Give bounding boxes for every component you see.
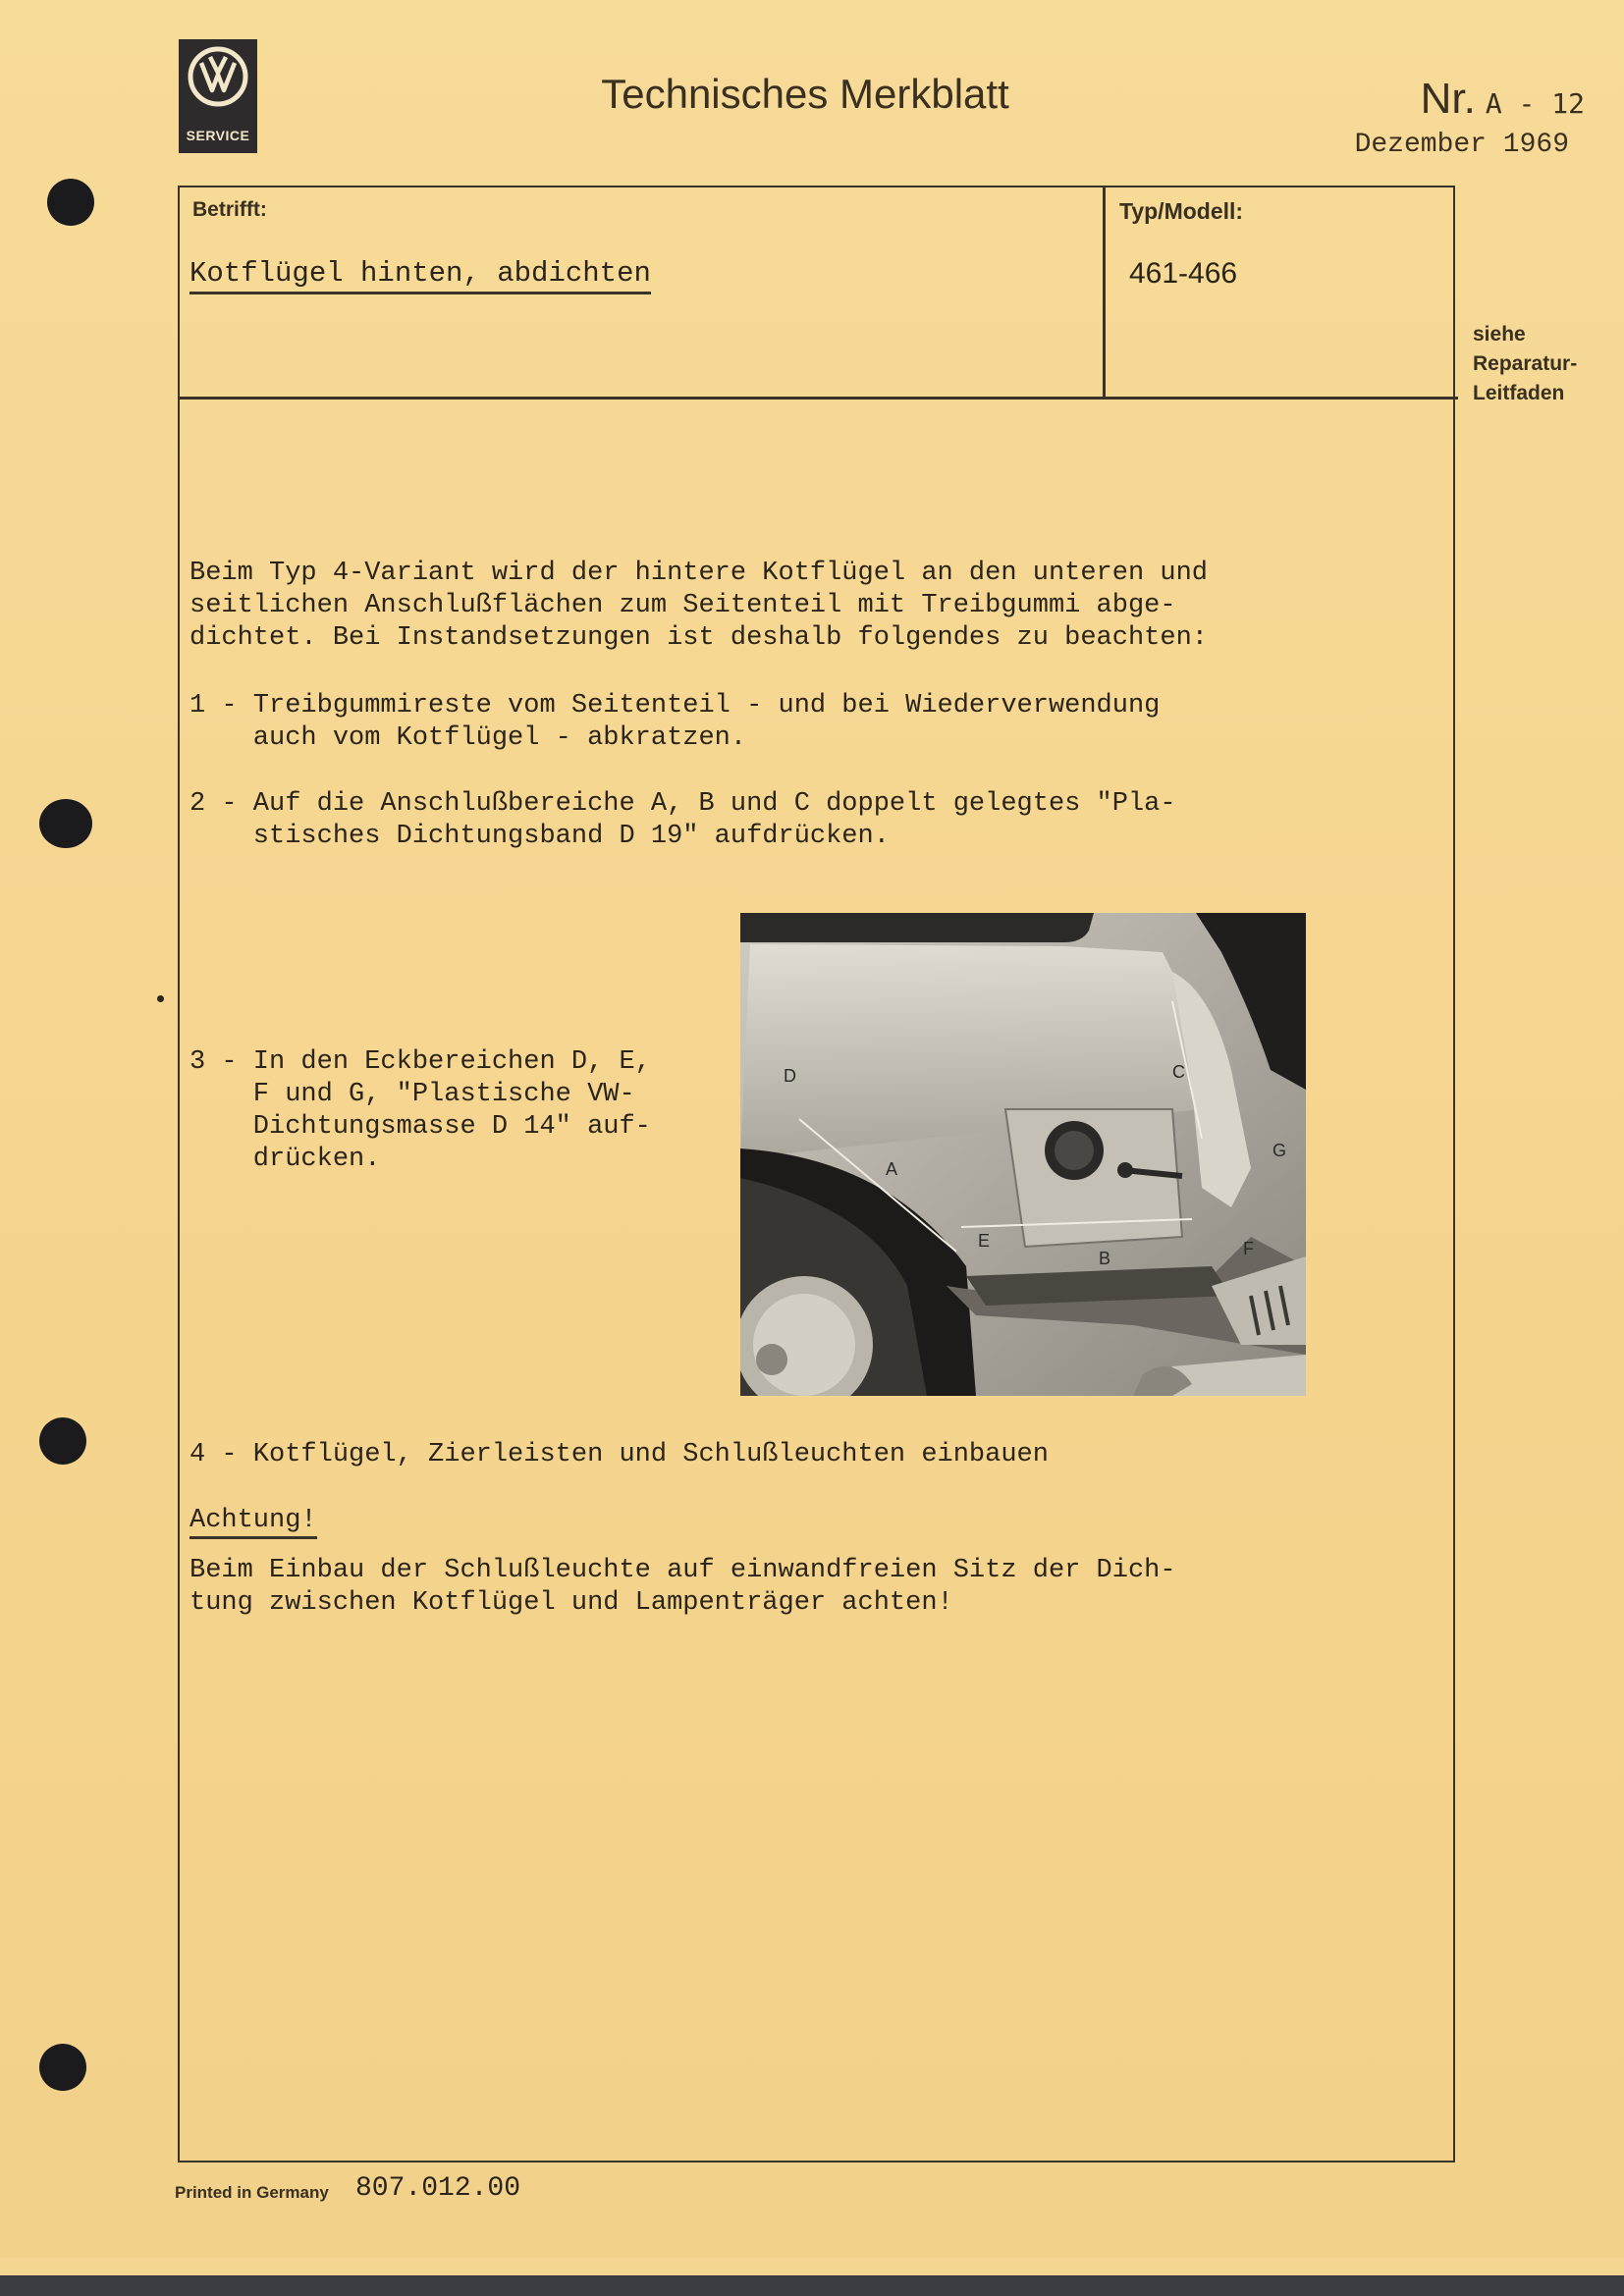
- photo-label-c: C: [1172, 1062, 1185, 1082]
- header-divider: [178, 397, 1458, 400]
- photo-label-e: E: [978, 1231, 991, 1251]
- document-title: Technisches Merkblatt: [601, 71, 1009, 117]
- punch-hole: [39, 1417, 86, 1465]
- subject-value: Kotflügel hinten, abdichten: [189, 257, 651, 294]
- speck: [157, 995, 164, 1002]
- form-number: 807.012.00: [355, 2173, 521, 2204]
- vw-service-logo: [179, 39, 257, 153]
- side-note-line: Reparatur-: [1473, 352, 1578, 375]
- document-date: Dezember 1969: [1354, 130, 1569, 160]
- side-note: [1473, 320, 1577, 408]
- step-3: 3 - In den Eckbereichen D, E, F und G, "Plastische VW- Dichtungsmasse D 14" auf- drücken.: [189, 1047, 651, 1174]
- punch-hole: [47, 179, 94, 226]
- nr-value: A - 12: [1485, 87, 1585, 120]
- photo-label-f: F: [1243, 1239, 1254, 1258]
- fender-photo: [740, 913, 1306, 1396]
- photo-label-d: D: [784, 1066, 796, 1086]
- punch-hole: [39, 799, 92, 848]
- document-number: [1290, 75, 1585, 124]
- column-divider: [1103, 186, 1106, 399]
- intro-paragraph: Beim Typ 4-Variant wird der hintere Kotflügel an den unteren und seitlichen Anschlußflächen zum Seitenteil mit Treibgummi abge- dichtet. Bei Instandsetzungen ist deshalb folgendes zu beachten:: [189, 559, 1208, 653]
- warning-text: Beim Einbau der Schlußleuchte auf einwandfreien Sitz der Dich- tung zwischen Kotflügel und Lampenträger achten!: [189, 1556, 1176, 1618]
- warning-title: Achtung!: [189, 1506, 317, 1539]
- photo-label-g: G: [1272, 1141, 1287, 1160]
- subject-label: Betrifft:: [192, 198, 267, 221]
- side-note-line: Leitfaden: [1473, 382, 1565, 404]
- punch-hole: [39, 2044, 86, 2091]
- side-note-line: siehe: [1473, 323, 1526, 346]
- nr-label: Nr.: [1420, 75, 1476, 123]
- scan-edge: [0, 2275, 1624, 2296]
- logo-label: SERVICE: [186, 128, 250, 143]
- model-label: Typ/Modell:: [1119, 198, 1244, 224]
- step-2: 2 - Auf die Anschlußbereiche A, B und C doppelt gelegtes "Pla- stisches Dichtungsband D 19" aufdrücken.: [189, 789, 1176, 851]
- printed-in: Printed in Germany: [175, 2183, 329, 2202]
- model-value: 461-466: [1129, 257, 1238, 290]
- step-4: 4 - Kotflügel, Zierleisten und Schlußleuchten einbauen: [189, 1440, 1049, 1469]
- step-1: 1 - Treibgummireste vom Seitenteil - und bei Wiederverwendung auch vom Kotflügel - abkratzen.: [189, 691, 1161, 753]
- vw-logo-icon: [187, 45, 249, 108]
- photo-label-b: B: [1099, 1249, 1111, 1268]
- photo-label-a: A: [886, 1159, 898, 1179]
